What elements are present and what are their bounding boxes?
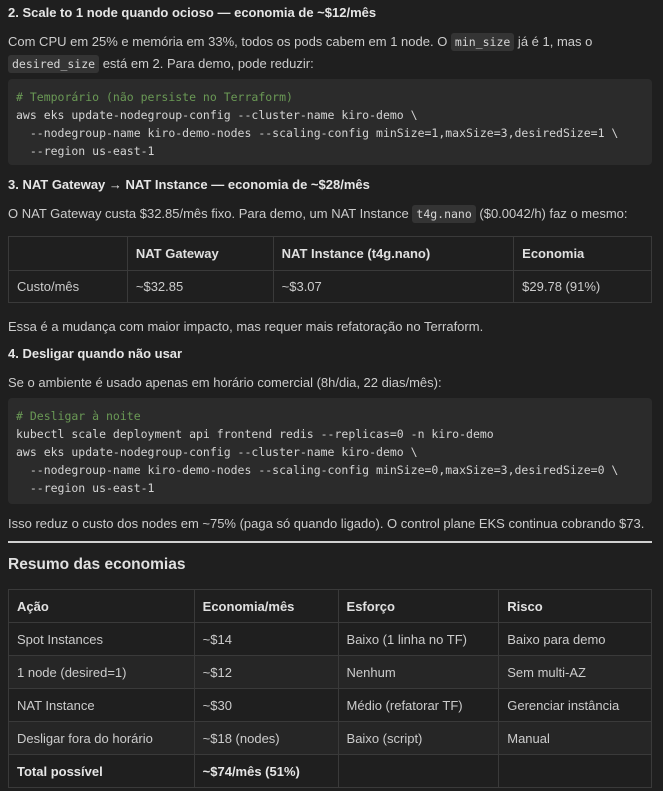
- table-cell: Baixo (script): [338, 722, 499, 755]
- table-header-row: [9, 590, 652, 623]
- table-cell: Gerenciar instância: [499, 689, 652, 722]
- table-header-cell: Ação: [9, 590, 195, 623]
- code-block-shutdown[interactable]: [8, 398, 652, 504]
- table-cell: Baixo (1 linha no TF): [338, 623, 499, 656]
- code-line: aws eks update-nodegroup-config --cluster-name kiro-demo \: [16, 108, 418, 122]
- text: O NAT Gateway custa $32.85/mês fixo. Para demo, um NAT Instance: [8, 206, 413, 221]
- text: já é 1, mas o: [514, 34, 593, 49]
- table-row: [9, 689, 652, 722]
- table-cell: ~$12: [194, 656, 338, 689]
- table-header-cell: Esforço: [338, 590, 499, 623]
- table-cell: Baixo para demo: [499, 623, 652, 656]
- section-3-note: Essa é a mudança com maior impacto, mas requer mais refatoração no Terraform.: [8, 319, 484, 334]
- code-line: --nodegroup-name kiro-demo-nodes --scaling-config minSize=0,maxSize=3,desiredSize=0 \: [16, 463, 619, 477]
- table-total-row: [9, 755, 652, 788]
- table-row: [9, 656, 652, 689]
- table-cell: ~$14: [194, 623, 338, 656]
- table-cell: Desligar fora do horário: [9, 722, 195, 755]
- code-line: kubectl scale deployment api frontend redis --replicas=0 -n kiro-demo: [16, 427, 494, 441]
- section-2-heading: 2. Scale to 1 node quando ocioso — economia de ~$12/mês: [8, 5, 377, 20]
- table-cell: ~$3.07: [273, 271, 514, 303]
- text: Com CPU em 25% e memória em 33%, todos os pods cabem em 1 node. O: [8, 34, 451, 49]
- section-3-heading: 3. NAT Gateway → NAT Instance — economia de ~$28/mês: [8, 177, 370, 192]
- code-line: --nodegroup-name kiro-demo-nodes --scaling-config minSize=1,maxSize=3,desiredSize=1 \: [16, 126, 619, 140]
- nat-comparison-table: [8, 236, 652, 303]
- inline-code-t4g-nano: t4g.nano: [412, 205, 475, 223]
- table-header-cell: Economia/mês: [194, 590, 338, 623]
- table-cell: [338, 755, 499, 788]
- table-header-cell: [9, 237, 128, 271]
- table-cell: Spot Instances: [9, 623, 195, 656]
- table-cell: ~$32.85: [127, 271, 273, 303]
- section-4-paragraph: Se o ambiente é usado apenas em horário comercial (8h/dia, 22 dias/mês):: [8, 375, 442, 390]
- divider: [8, 541, 652, 543]
- table-cell: ~$30: [194, 689, 338, 722]
- code-line: aws eks update-nodegroup-config --cluster-name kiro-demo \: [16, 445, 418, 459]
- code-line: --region us-east-1: [16, 144, 155, 158]
- table-header-cell: NAT Instance (t4g.nano): [273, 237, 514, 271]
- code-comment: # Desligar à noite: [16, 409, 141, 423]
- section-3-paragraph: [8, 203, 655, 225]
- table-cell: Sem multi-AZ: [499, 656, 652, 689]
- inline-code-min-size: min_size: [451, 33, 514, 51]
- table-row: [9, 722, 652, 755]
- summary-table: [8, 589, 652, 788]
- table-header-cell: Economia: [514, 237, 652, 271]
- table-cell: 1 node (desired=1): [9, 656, 195, 689]
- table-row: [9, 623, 652, 656]
- table-cell: NAT Instance: [9, 689, 195, 722]
- table-header-cell: Risco: [499, 590, 652, 623]
- inline-code-desired-size: desired_size: [8, 55, 99, 73]
- section-2-paragraph: [8, 31, 655, 75]
- table-header-cell: NAT Gateway: [127, 237, 273, 271]
- table-cell: Total possível: [9, 755, 195, 788]
- code-line: --region us-east-1: [16, 481, 155, 495]
- summary-title: Resumo das economias: [8, 556, 186, 573]
- code-comment: # Temporário (não persiste no Terraform): [16, 90, 293, 104]
- table-cell: Manual: [499, 722, 652, 755]
- table-header-row: [9, 237, 652, 271]
- text: está em 2. Para demo, pode reduzir:: [99, 56, 314, 71]
- text: ($0.0042/h) faz o mesmo:: [475, 206, 628, 221]
- table-row: [9, 271, 652, 303]
- section-4-heading: 4. Desligar quando não usar: [8, 346, 183, 361]
- table-cell: $29.78 (91%): [514, 271, 652, 303]
- code-block-scale-node[interactable]: [8, 79, 652, 165]
- section-4-note: Isso reduz o custo dos nodes em ~75% (paga só quando ligado). O control plane EKS continua cobrando $73.: [8, 516, 645, 531]
- table-cell: ~$74/mês (51%): [194, 755, 338, 788]
- table-cell: ~$18 (nodes): [194, 722, 338, 755]
- table-cell: [499, 755, 652, 788]
- table-cell: Médio (refatorar TF): [338, 689, 499, 722]
- table-cell: Custo/mês: [9, 271, 128, 303]
- table-cell: Nenhum: [338, 656, 499, 689]
